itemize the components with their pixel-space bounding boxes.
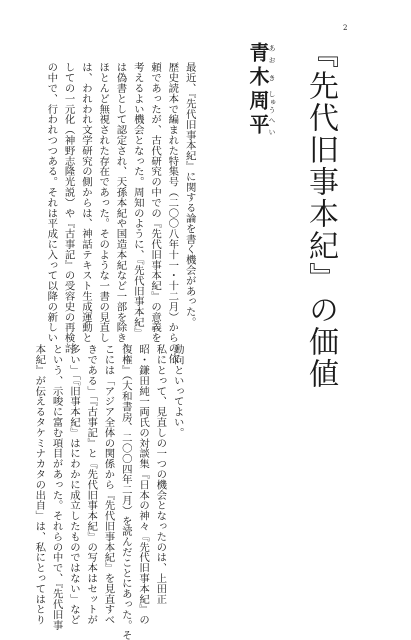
text-line: 歴史読本で編まれた特集号（二〇〇八年十一・十二月）からの依 xyxy=(166,62,179,364)
text-line: しての一元化（神野志隆光説）や『古事記』の受容史の再検討 xyxy=(62,62,75,354)
body-text-lower xyxy=(30,344,186,640)
text-line: 本紀』が伝えるタケミナカタの出自」は、私にとってはとり xyxy=(33,344,46,625)
body-text-upper xyxy=(42,62,198,364)
author-char-3: 周しゅう xyxy=(246,90,276,114)
author-char-2: 木き xyxy=(246,66,276,90)
author-char-4: 平へい xyxy=(246,114,276,138)
text-line: 最近、『先代旧事本紀』に関する論を書く機会があった。 xyxy=(183,62,196,328)
text-line: 頼であったが、古代研究の中での『先代旧事本紀』の意義を xyxy=(149,62,162,343)
text-line: という、示唆に富む項目があった。それらの中で、『先代旧事 xyxy=(50,344,63,630)
author-reading-2: き xyxy=(268,66,276,90)
author-name xyxy=(245,42,276,138)
text-line: は、われわれ文学研究の側からは、神話テキスト生成運動と xyxy=(79,62,92,343)
text-line: の中で、行われつつある。それは平成に入って以降の新しい xyxy=(45,62,58,343)
text-line: 復権』（大和書房、二〇〇四年二月）を読んだことにあった。そ xyxy=(119,344,132,640)
author-char-1: 青あお xyxy=(246,42,276,66)
page-title: 『先代旧事本紀』の価値 xyxy=(303,38,338,390)
text-line: 考えるよい機会となった。周知のように、『先代旧事本紀』 xyxy=(131,62,144,338)
text-line: こには「アジア全体の関係から『先代旧事本紀』を見直すべ xyxy=(102,344,115,625)
text-line: きである」「『古事記』と『先代旧事本紀』の写本はセットが xyxy=(85,344,98,625)
page-number: 2 xyxy=(343,24,348,32)
text-line: 私にとって、見直しの一つの機会となったのは、上田正 xyxy=(154,344,167,604)
text-line: 多い」「『旧事本紀』はにわかに成立したものではない」など xyxy=(67,344,80,625)
author-reading-1: あお xyxy=(268,42,276,66)
text-line: 動向といってよい。 xyxy=(171,344,184,438)
author-reading-3: しゅう xyxy=(268,90,276,114)
text-line: 昭・鎌田純一両氏の対談集『日本の神々『先代旧事本紀』の xyxy=(137,344,150,625)
author-reading-4: へい xyxy=(268,114,276,138)
text-line: は偽書として認定され、天孫本紀や国造本紀など一部を除き、 xyxy=(114,62,127,354)
text-line: ほとんど無視された存在であった。そのような一書の見直し xyxy=(97,62,110,343)
